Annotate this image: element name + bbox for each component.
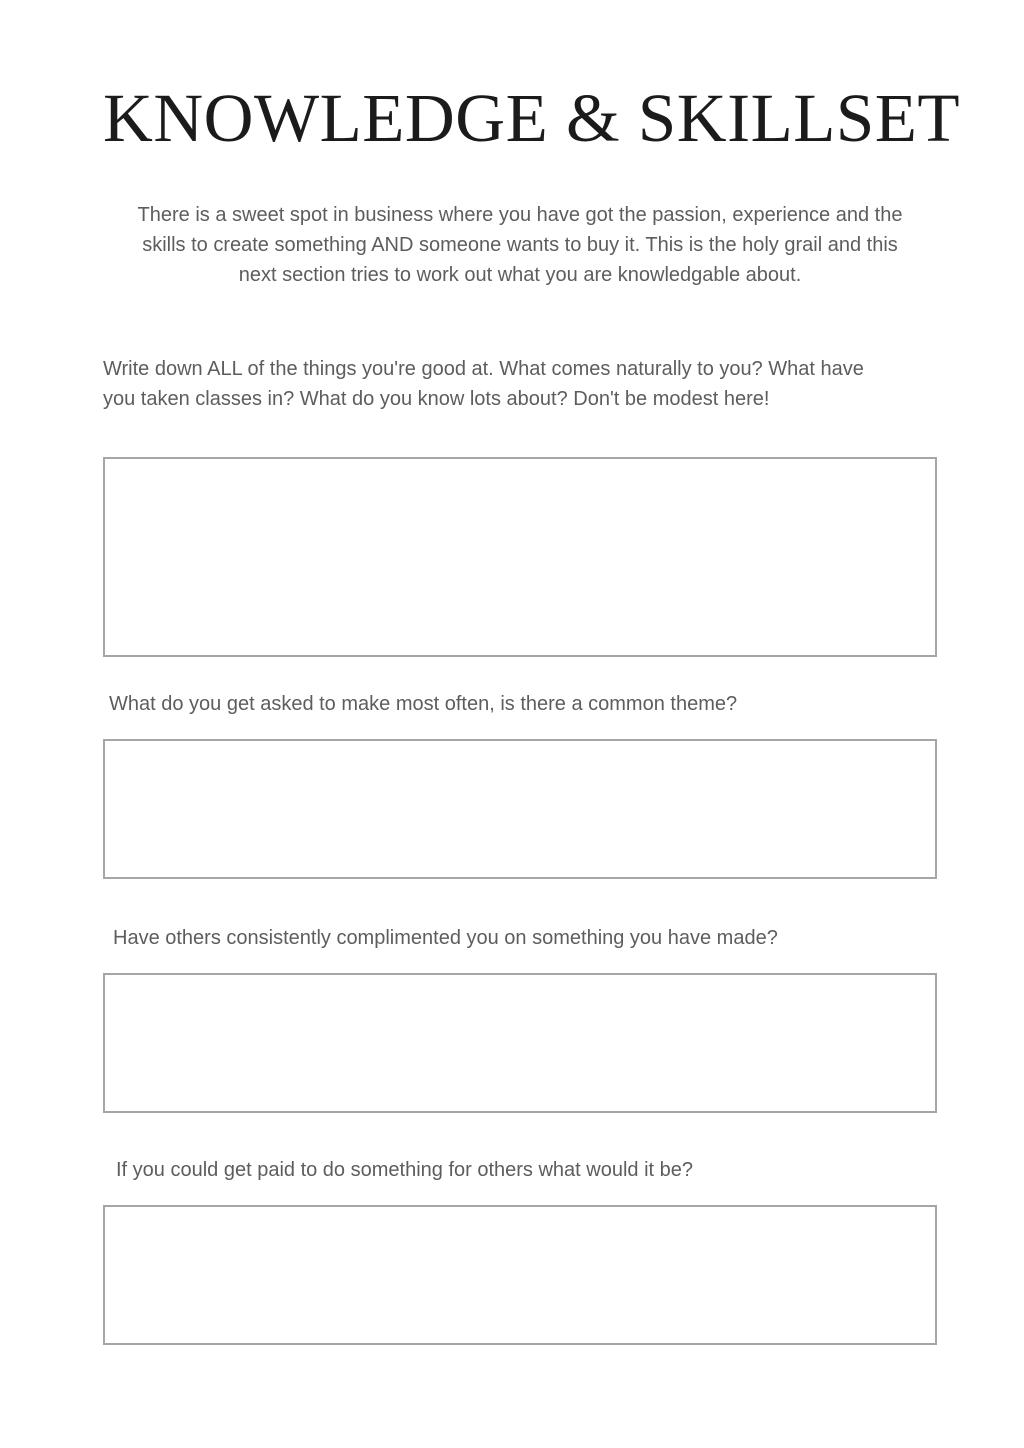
question-block-things-you-are-good-at	[103, 354, 937, 657]
intro-text: There is a sweet spot in business where you have got the passion, experience and the skills to create something AND someone wants to buy it. This is the holy grail and this next section tries to work out what you are knowledgable about.	[137, 203, 903, 286]
answer-box-consistent-compliments[interactable]	[103, 973, 937, 1113]
question-block-consistent-compliments	[103, 923, 937, 1113]
question-block-asked-to-make-most-often	[103, 689, 937, 879]
question-label: Have others consistently complimented you on something you have made?	[113, 926, 778, 949]
question-block-paid-to-do-for-others	[103, 1155, 937, 1345]
question-label: If you could get paid to do something for others what would it be?	[116, 1158, 694, 1181]
answer-box-things-you-are-good-at[interactable]	[103, 457, 937, 657]
question-label: Write down ALL of the things you're good at. What comes naturally to you? What have you taken classes in? What do you know lots about? Don't be modest here!	[103, 357, 864, 410]
page-title: KNOWLEDGE & SKILLSET	[103, 80, 961, 156]
answer-box-asked-to-make-most-often[interactable]	[103, 739, 937, 879]
answer-box-paid-to-do-for-others[interactable]	[103, 1205, 937, 1345]
question-label: What do you get asked to make most often, is there a common theme?	[109, 692, 738, 715]
